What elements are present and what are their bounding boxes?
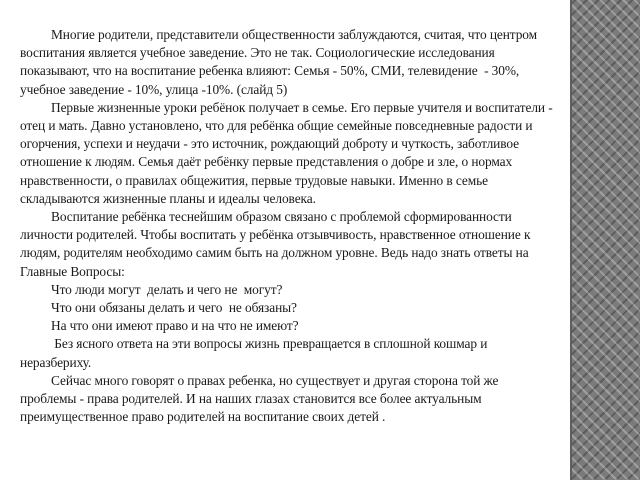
slide-text-body [20,26,554,426]
sidebar-edge [570,0,572,480]
paragraph-parent-personality: Воспитание ребёнка теснейшим образом связано с проблемой сформированности личности родителей. Чтобы воспитать у ребёнка отзывчивость, нравственное отношение к людям, родителям необходимо самим быть на должном уровне. Ведь надо знать ответы на Главные Вопросы: [20,209,534,279]
paragraph-parent-rights: Сейчас много говорят о правах ребенка, но существует и другая сторона той же проблемы - права родителей. И на наших глазах становится все более актуальным преимущественное право родителей на воспитание своих детей . [20,372,502,425]
question-what-can-do: Что люди могут делать и чего не могут? [51,281,283,297]
paragraph-influence-statistics: Многие родители, представители общественности заблуждаются, считая, что центром воспитания является учебное заведение. Это не так. Социологические исследования показывают, что на воспитание ребенка влияют: Семья - 50%, СМИ, телевидение - 30%, учебное заведение - 10%, улица -10%. (слайд 5) [20,27,541,97]
decorative-sidebar-pattern [570,0,640,480]
paragraph-without-answers: Без ясного ответа на эти вопросы жизнь превращается в сплошной кошмар и неразбериху. [20,336,491,370]
question-what-must-do: Что они обязаны делать и чего не обязаны? [51,300,297,316]
paragraph-family-first-lessons: Первые жизненные уроки ребёнок получает в семье. Его первые учителя и воспитатели - отец и мать. Давно установлено, что для ребёнка общие семейные повседневные радости и огорчения, успехи и неудачи - это источник, рождающий доброту и чуткость, заботливое отношение к людям. Семья даёт ребёнку первые представления о добре и зле, о нормах нравственности, о правилах общежития, первые трудовые навыки. Именно в семье складываются жизненные планы и идеалы человека. [20,99,556,206]
question-what-rights: На что они имеют право и на что не имеют? [51,318,299,334]
